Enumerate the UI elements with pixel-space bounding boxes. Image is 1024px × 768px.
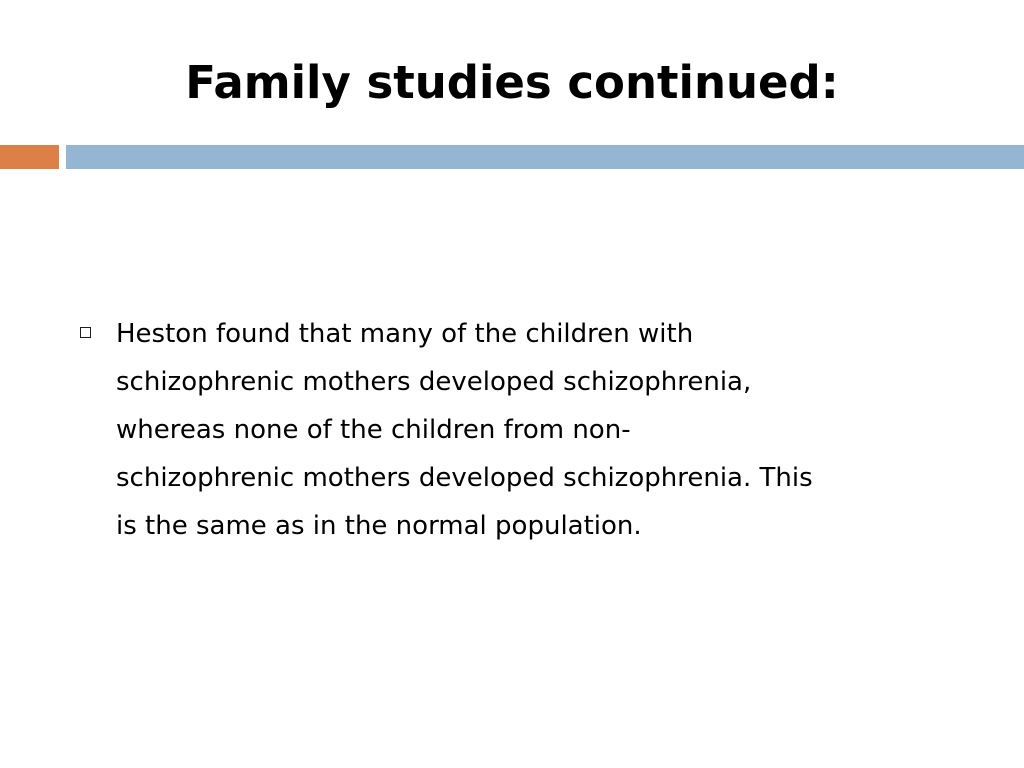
bullet-line: schizophrenic mothers developed schizophrenia,: [116, 367, 752, 397]
bullet-line: whereas none of the children from non-: [116, 415, 631, 445]
title-divider-bar: [66, 145, 1024, 169]
bullet-line: is the same as in the normal population.: [116, 511, 642, 541]
bullet-line: schizophrenic mothers developed schizophrenia. This: [116, 463, 813, 493]
bullet-line: Heston found that many of the children with: [116, 319, 694, 349]
title-accent-bar: [0, 145, 59, 169]
slide-title: Family studies continued:: [185, 56, 839, 109]
bullet-text: [116, 310, 976, 550]
square-bullet-icon: [80, 327, 91, 338]
